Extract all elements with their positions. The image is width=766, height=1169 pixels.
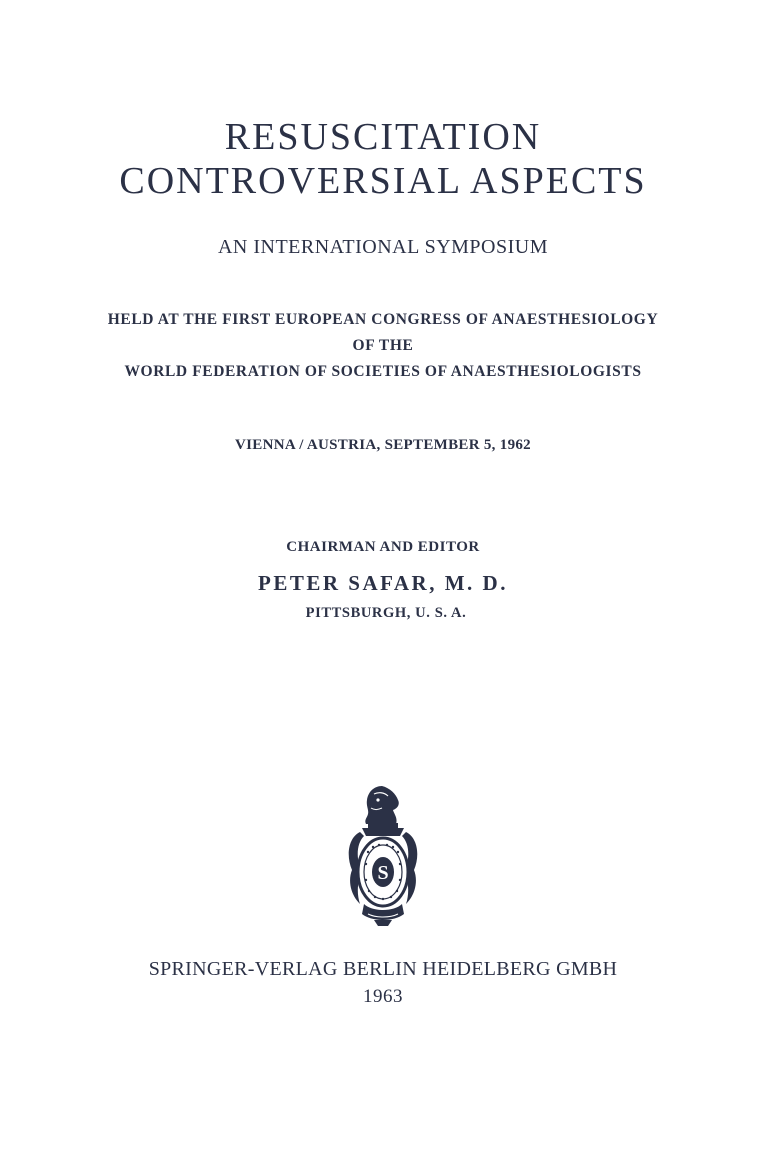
place-and-date: VIENNA / AUSTRIA, SEPTEMBER 5, 1962 <box>235 437 531 453</box>
held-at-line-2: OF THE <box>352 337 414 354</box>
held-at-line-1: HELD AT THE FIRST EUROPEAN CONGRESS OF ANAESTHESIOLOGY <box>107 311 659 328</box>
seal-monogram: S <box>377 862 389 884</box>
springer-knight-seal-icon <box>338 780 428 930</box>
editor-role: CHAIRMAN AND EDITOR <box>286 539 480 555</box>
publication-year: 1963 <box>363 986 403 1007</box>
subtitle: AN INTERNATIONAL SYMPOSIUM <box>217 236 549 258</box>
held-at-line-3: WORLD FEDERATION OF SOCIETIES OF ANAESTHESIOLOGISTS <box>124 363 642 380</box>
book-title-line-1: RESUSCITATION <box>224 116 542 158</box>
book-title-line-2: CONTROVERSIAL ASPECTS <box>119 160 647 202</box>
publisher: SPRINGER-VERLAG BERLIN HEIDELBERG GMBH <box>148 958 618 980</box>
editor-name: PETER SAFAR, M. D. <box>258 571 508 595</box>
editor-city: PITTSBURGH, U. S. A. <box>305 605 467 621</box>
